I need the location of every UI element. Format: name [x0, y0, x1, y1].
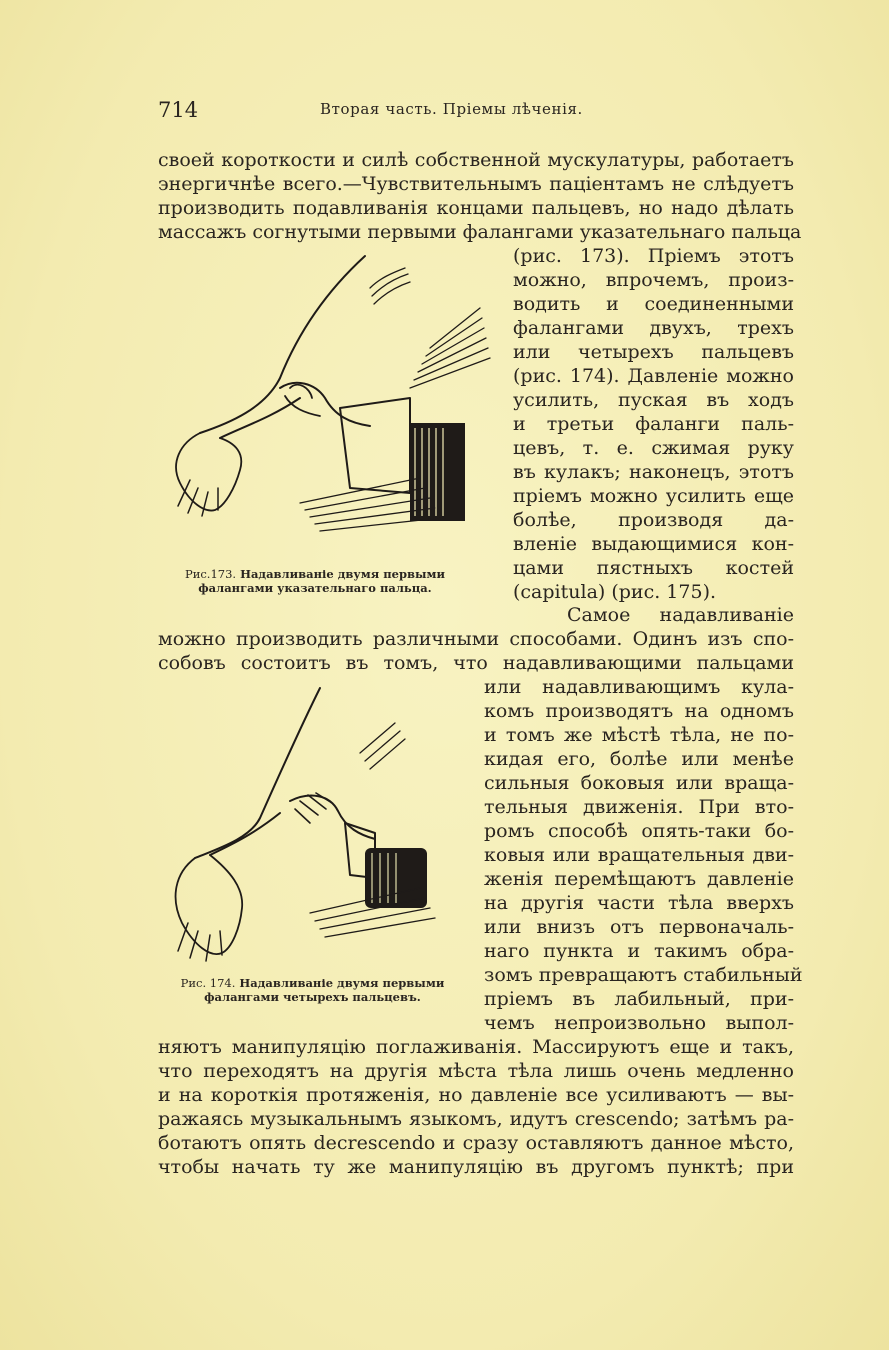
text-line: ковыя или вращательныя дви- — [484, 844, 794, 866]
figure-174-illustration — [160, 683, 460, 968]
figure-173-caption: Рис.173. Надавливаніе двумя первыми фалангами указательнаго пальца. — [184, 567, 446, 595]
text-line: своей короткости и силѣ собственной мускулатуры, работаетъ — [158, 149, 794, 171]
text-line: или внизъ отъ первоначаль- — [484, 916, 794, 938]
figure-174-caption: Рис. 174. Надавливаніе двумя первыми фалангами четырехъ пальцевъ. — [180, 976, 445, 1004]
text-line: вленіе выдающимися кон- — [513, 533, 794, 555]
text-line: усилить, пуская въ ходъ — [513, 389, 794, 411]
figure-label: Рис.173. — [184, 567, 237, 581]
text-line: тельныя движенія. При вто- — [484, 796, 794, 818]
text-line: или четырехъ пальцевъ — [513, 341, 794, 363]
text-line: ромъ способѣ опять-таки бо- — [484, 820, 794, 842]
text-line: и на короткія протяженія, но давленіе все усиливаютъ — вы- — [158, 1084, 794, 1106]
text-line: (capitula) (рис. 175). — [513, 581, 717, 603]
text-line: ражаясь музыкальнымъ языкомъ, идутъ crescendo; затѣмъ ра- — [158, 1108, 794, 1130]
text-line: цами пястныхъ костей — [513, 557, 794, 579]
text-line: можно производить различными способами. Одинъ изъ спо- — [158, 628, 794, 650]
text-line: болѣе, производя да- — [513, 509, 794, 531]
text-line: чемъ непроизвольно выпол- — [484, 1012, 794, 1034]
text-line: цевъ, т. е. сжимая руку — [513, 437, 794, 459]
text-line: фалангами двухъ, трехъ — [513, 317, 794, 339]
text-line: зомъ превращаютъ стабильный — [484, 964, 803, 986]
text-line: (рис. 174). Давленіе можно — [513, 365, 794, 387]
text-line: можно, впрочемъ, произ- — [513, 269, 794, 291]
text-line: водить и соединенными — [513, 293, 794, 315]
text-line: массажъ согнутыми первыми фалангами указательнаго пальца — [158, 221, 802, 243]
figure-173-illustration — [160, 248, 500, 548]
text-line: сильныя боковыя или враща- — [484, 772, 794, 794]
text-line: и третьи фаланги паль- — [513, 413, 794, 435]
text-line: чтобы начать ту же манипуляцію въ другомъ пунктѣ; при — [158, 1156, 794, 1178]
figure-label: Рис. 174. — [180, 976, 236, 990]
text-line: въ кулакъ; наконецъ, этотъ — [513, 461, 794, 483]
text-line: комъ производятъ на одномъ — [484, 700, 794, 722]
text-line: пріемъ въ лабильный, при- — [484, 988, 794, 1010]
page-number: 714 — [158, 98, 199, 122]
text-line: пріемъ можно усилить еще — [513, 485, 794, 507]
text-line: наго пункта и такимъ обра- — [484, 940, 794, 962]
text-line: кидая его, болѣе или менѣе — [484, 748, 794, 770]
text-line: производить подавливанія концами пальцевъ, но надо дѣлать — [158, 197, 794, 219]
text-line: ботаютъ опять decrescendo и сразу оставляютъ данное мѣсто, — [158, 1132, 794, 1154]
text-line: что переходятъ на другія мѣста тѣла лишь очень медленно — [158, 1060, 794, 1082]
text-line: или надавливающимъ кула- — [484, 676, 794, 698]
text-line: собовъ состоитъ въ томъ, что надавливающими пальцами — [158, 652, 794, 674]
text-line: на другія части тѣла вверхъ — [484, 892, 794, 914]
text-line: Самое надавливаніе — [567, 604, 794, 626]
text-line: женія перемѣщаютъ давленіе — [484, 868, 794, 890]
text-line: (рис. 173). Пріемъ этотъ — [513, 245, 794, 267]
running-title: Вторая часть. Пріемы лѣченія. — [320, 100, 583, 118]
text-line: энергичнѣе всего.—Чувствительнымъ паціентамъ не слѣдуетъ — [158, 173, 794, 195]
text-line: и томъ же мѣстѣ тѣла, не по- — [484, 724, 794, 746]
text-line: няютъ манипуляцію поглаживанія. Массируютъ еще и такъ, — [158, 1036, 794, 1058]
